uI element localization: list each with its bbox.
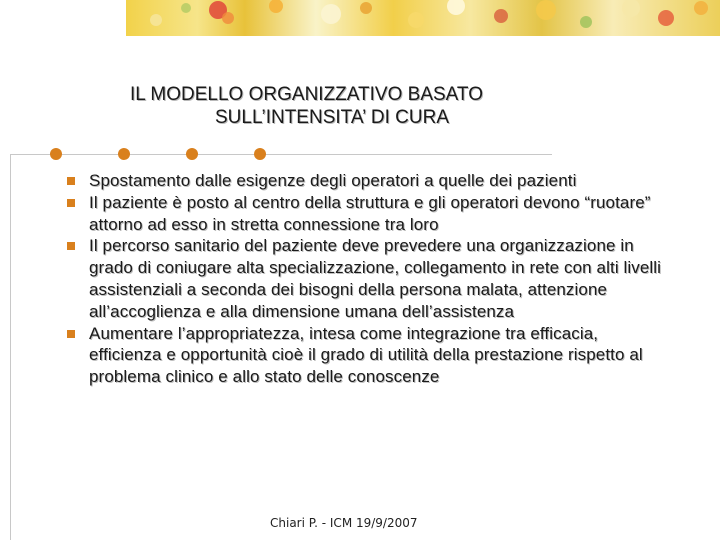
square-bullet-icon: [67, 199, 75, 207]
bullet-list: [62, 170, 662, 388]
slide-title: [100, 83, 620, 129]
divider-dot: [254, 148, 266, 160]
slide-footer: Chiari P. - ICM 19/9/2007: [270, 516, 418, 530]
square-bullet-icon: [67, 330, 75, 338]
bullet-text: Spostamento dalle esigenze degli operatori a quelle dei pazienti: [89, 171, 577, 190]
slide-title-line-1: IL MODELLO ORGANIZZATIVO BASATO: [130, 84, 483, 105]
divider-dot: [186, 148, 198, 160]
bullet-text: Aumentare l’appropriatezza, intesa come integrazione tra efficacia, efficienza e opportunità cioè il grado di utilità della prestazione rispetto al problema clinico e allo stato delle conoscenze: [89, 323, 643, 387]
floral-pattern: [126, 0, 720, 36]
bullet-item: [62, 323, 662, 388]
bullet-text: Il percorso sanitario del paziente deve prevedere una organizzazione in grado di coniugare alta specializzazione, collegamento in rete con alti livelli assistenziali a seconda dei bisogni della persona malata, attenzione all’accoglienza e alla dimensione umana dell’assistenza: [89, 236, 662, 321]
slide-title-line-2: SULL’INTENSITA’ DI CURA: [215, 107, 450, 128]
square-bullet-icon: [67, 177, 75, 185]
bullet-item: [62, 235, 662, 322]
floral-banner-image: [126, 0, 720, 36]
square-bullet-icon: [67, 242, 75, 250]
divider-dot: [118, 148, 130, 160]
bullet-item: [62, 192, 662, 236]
divider-dot: [50, 148, 62, 160]
bullet-text: Il paziente è posto al centro della struttura e gli operatori devono “ruotare” attorno ad esso in stretta connessione tra loro: [89, 192, 651, 234]
title-divider-line: [10, 154, 552, 155]
bullet-item: [62, 170, 662, 192]
left-frame-line: [10, 155, 11, 540]
